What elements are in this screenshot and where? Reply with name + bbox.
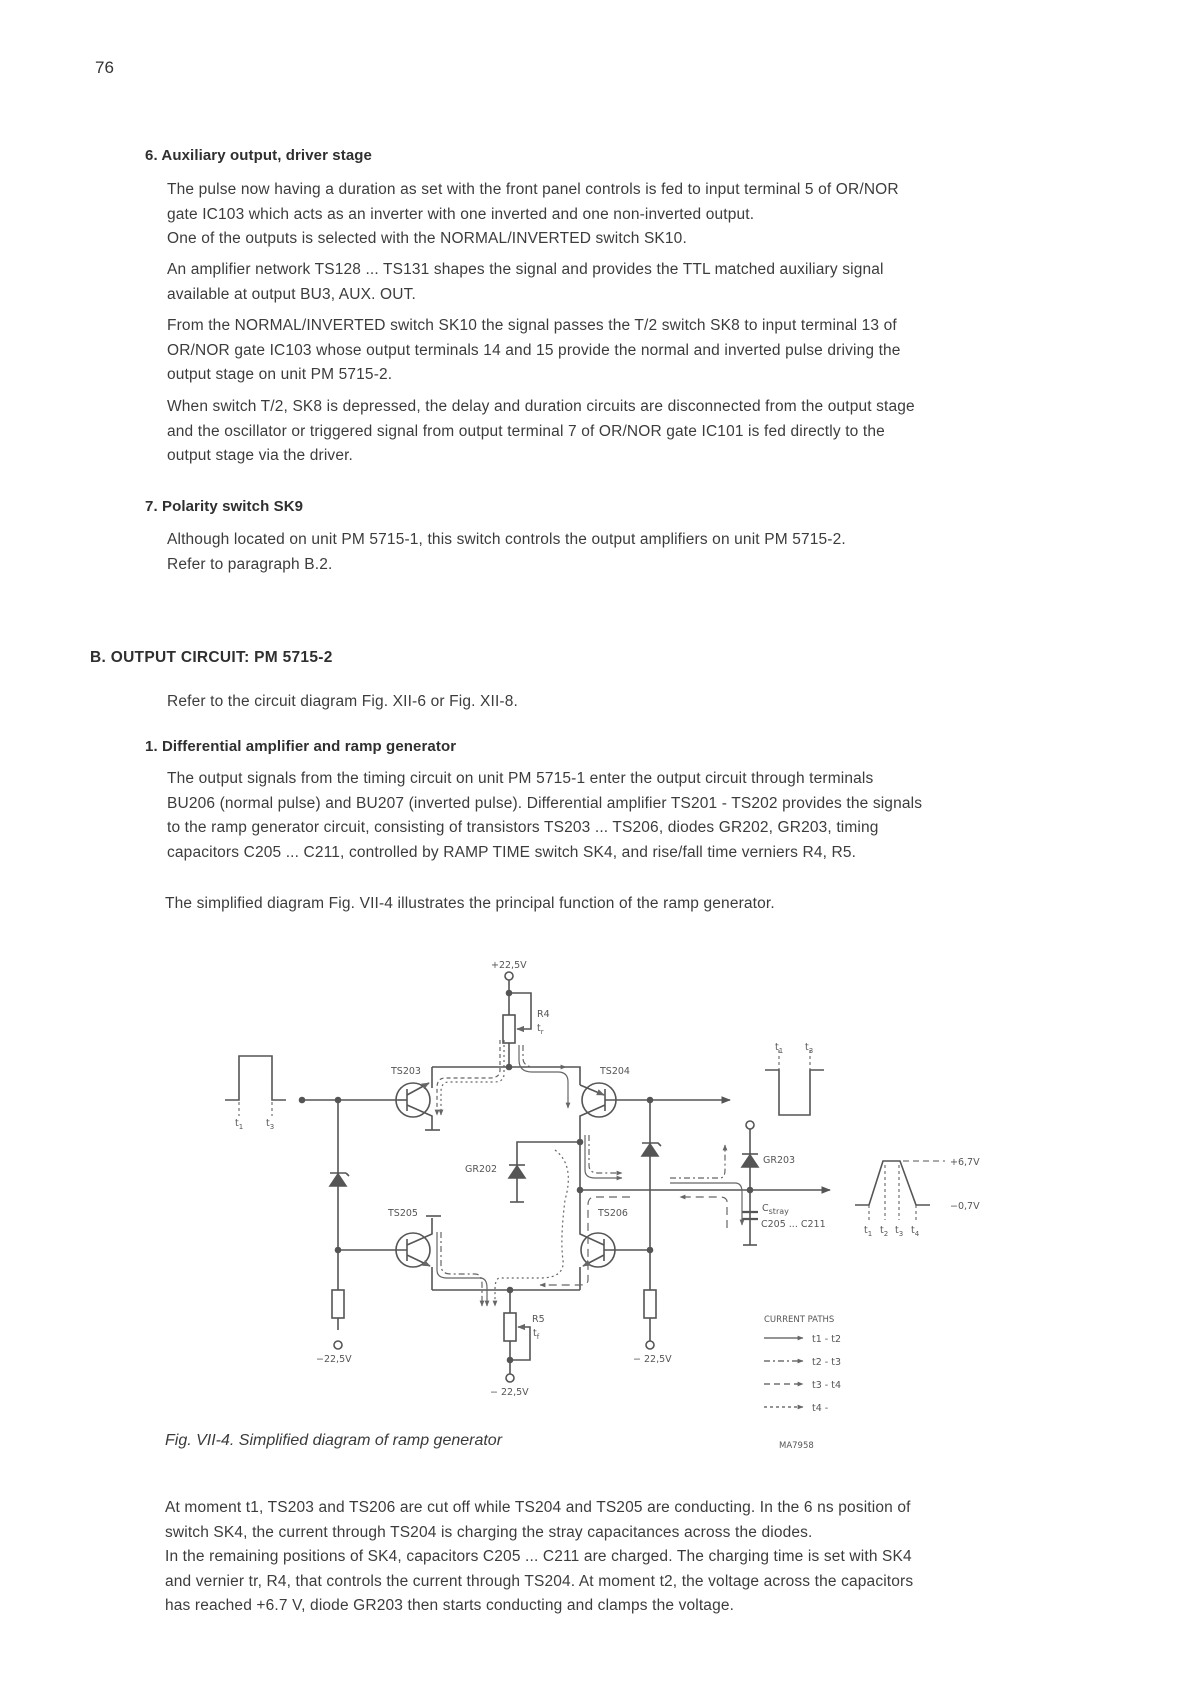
- supply-pos-terminal: [505, 972, 513, 980]
- output-pulse-waveform: [765, 1050, 824, 1115]
- input-t3-label: $t_3$: [266, 1118, 275, 1131]
- text-line: When switch T/2, SK8 is depressed, the delay and duration circuits are disconnected from the output stage: [167, 398, 915, 415]
- r5-label: R5: [532, 1314, 545, 1325]
- ts206-label: TS206: [598, 1208, 628, 1219]
- diode-gr202: [509, 1166, 525, 1178]
- page-number: 76: [95, 58, 114, 77]
- text-line: has reached +6.7 V, diode GR203 then starts conducting and clamps the voltage.: [165, 1597, 735, 1614]
- section-6-heading: 6. Auxiliary output, driver stage: [145, 147, 372, 164]
- diode-gr203: [742, 1155, 758, 1167]
- diode-right: [642, 1144, 658, 1156]
- section-b-reference: Refer to the circuit diagram Fig. XII-6 or Fig. XII-8.: [167, 693, 518, 710]
- supply-neg-left-label: −22,5V: [316, 1354, 352, 1365]
- r4-label: R4: [537, 1009, 550, 1020]
- ramp-t2-label: $t_2$: [880, 1225, 889, 1238]
- legend-title: CURRENT PATHS: [764, 1315, 835, 1325]
- resistor-right: [644, 1290, 656, 1318]
- text-line: OR/NOR gate IC103 whose output terminals 14 and 15 provide the normal and inverted pulse driving the: [167, 341, 901, 359]
- ramp-t3-label: $t_3$: [895, 1225, 904, 1238]
- text-line: Refer to paragraph B.2.: [167, 555, 333, 573]
- output-t1-label: $t_1$: [775, 1042, 784, 1055]
- transistor-ts204: [580, 1083, 650, 1190]
- gr202-label: GR202: [465, 1164, 498, 1175]
- text-line: and vernier tr, R4, that controls the current through TS204. At moment t2, the voltage across the capacitors: [165, 1572, 914, 1590]
- text-line: The output signals from the timing circuit on unit PM 5715-1 enter the output circuit through terminals: [167, 770, 874, 787]
- legend-label: t4 -: [812, 1403, 829, 1414]
- subsection-1-paragraph-2: The simplified diagram Fig. VII-4 illustrates the principal function of the ramp generator.: [165, 895, 775, 912]
- closing-paragraph: [165, 1496, 1085, 1619]
- legend-label: t3 - t4: [812, 1380, 842, 1391]
- text-line: The pulse now having a duration as set with the front panel controls is fed to input terminal 5 of OR/NOR: [167, 181, 899, 198]
- diode-left: [330, 1174, 346, 1186]
- ts204-label: TS204: [600, 1066, 630, 1077]
- resistor-left: [332, 1290, 344, 1318]
- voltage-low-label: −0,7V: [950, 1201, 980, 1212]
- r5-tf-label: $t_f$: [533, 1328, 540, 1341]
- text-line: output stage via the driver.: [167, 447, 354, 464]
- supply-neg-right-label: − 22,5V: [633, 1354, 672, 1365]
- figure-caption: Fig. VII-4. Simplified diagram of ramp generator: [165, 1432, 503, 1449]
- text-line: Although located on unit PM 5715-1, this switch controls the output amplifiers on unit PM 5715-2.: [167, 531, 846, 548]
- text-line: At moment t1, TS203 and TS206 are cut off while TS204 and TS205 are conducting. In the 6 ns position of: [165, 1499, 911, 1516]
- input-t1-label: $t_1$: [235, 1118, 244, 1131]
- text-line: capacitors C205 ... C211, controlled by RAMP TIME switch SK4, and rise/fall time verniers R4, R5.: [167, 843, 857, 861]
- text-line: From the NORMAL/INVERTED switch SK10 the signal passes the T/2 switch SK8 to input terminal 13 of: [167, 317, 897, 334]
- supply-neg-mid-label: − 22,5V: [490, 1387, 529, 1398]
- subsection-1-heading: 1. Differential amplifier and ramp generator: [145, 738, 457, 755]
- r4-tr-label: $t_r$: [537, 1023, 544, 1036]
- voltage-high-label: +6,7V: [950, 1157, 980, 1168]
- text-line: available at output BU3, AUX. OUT.: [167, 285, 416, 303]
- legend-label: t1 - t2: [812, 1334, 842, 1345]
- section-b-heading: B. OUTPUT CIRCUIT: PM 5715-2: [90, 649, 333, 666]
- gr203-terminal: [746, 1121, 754, 1129]
- ramp-t4-label: $t_4$: [911, 1225, 920, 1238]
- text-line: gate IC103 which acts as an inverter with one inverted and one non-inverted output.: [167, 205, 755, 223]
- transistor-ts203: [396, 1083, 440, 1130]
- current-paths-legend: [764, 1338, 803, 1407]
- text-line: switch SK4, the current through TS204 is charging the stray capacitances across the diodes.: [165, 1523, 813, 1541]
- ts205-label: TS205: [388, 1208, 418, 1219]
- text-line: to the ramp generator circuit, consisting of transistors TS203 ... TS206, diodes GR202, GR203, timing: [167, 819, 879, 836]
- text-line: and the oscillator or triggered signal from output terminal 7 of OR/NOR gate IC101 is fed directly to the: [167, 422, 885, 440]
- text-line: In the remaining positions of SK4, capacitors C205 ... C211 are charged. The charging time is set with SK4: [165, 1548, 912, 1565]
- text-line: One of the outputs is selected with the NORMAL/INVERTED switch SK10.: [167, 230, 687, 247]
- resistor-r4: [503, 1015, 515, 1043]
- input-pulse-waveform: [225, 1056, 286, 1116]
- text-line: output stage on unit PM 5715-2.: [167, 366, 393, 383]
- output-t3-label: $t_3$: [805, 1042, 814, 1055]
- gr203-label: GR203: [763, 1155, 796, 1166]
- text-line: BU206 (normal pulse) and BU207 (inverted pulse). Differential amplifier TS201 - TS202 provides the signals: [167, 794, 923, 812]
- resistor-r5: [504, 1313, 516, 1341]
- ramp-t1-label: $t_1$: [864, 1225, 873, 1238]
- transistor-ts206: [580, 1190, 650, 1290]
- emitter-bus-top: [432, 1067, 580, 1085]
- text-line: An amplifier network TS128 ... TS131 shapes the signal and provides the TTL matched auxiliary signal: [167, 261, 884, 278]
- legend-label: t2 - t3: [812, 1357, 842, 1368]
- capacitors-label: C205 ... C211: [761, 1219, 826, 1230]
- figure-code: MA7958: [779, 1441, 814, 1451]
- cstray-label: $C_{stray}$: [762, 1203, 789, 1216]
- supply-pos-label: +22,5V: [491, 960, 527, 971]
- ramp-waveform: [855, 1161, 945, 1220]
- transistor-ts205: [338, 1216, 441, 1290]
- section-7-heading: 7. Polarity switch SK9: [145, 498, 304, 515]
- ts203-label: TS203: [391, 1066, 421, 1077]
